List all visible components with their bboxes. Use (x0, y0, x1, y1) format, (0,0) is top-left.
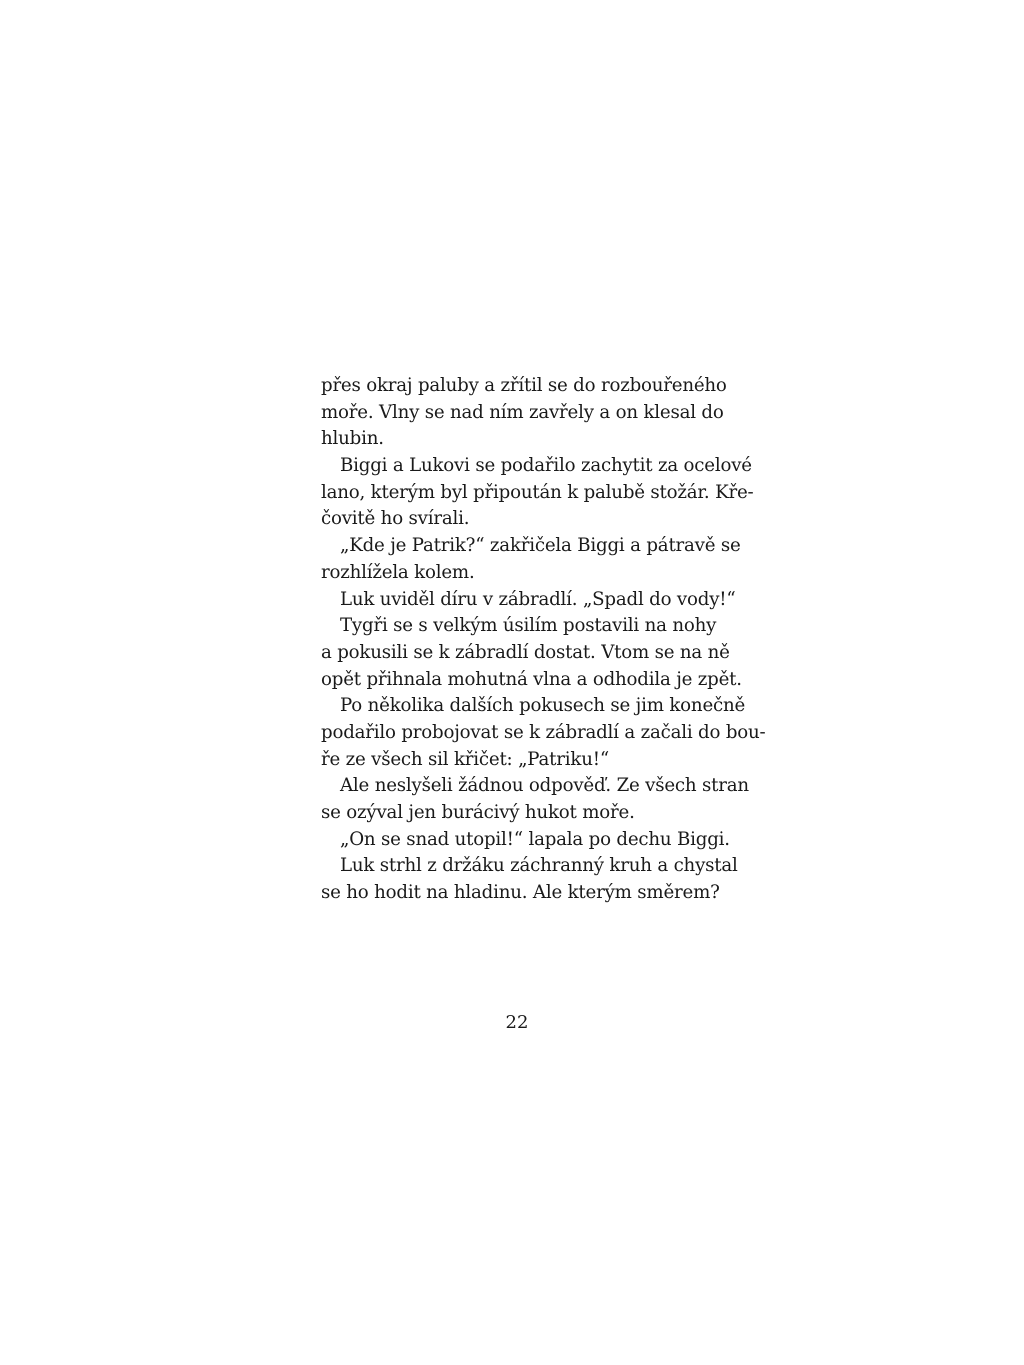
text-line: a pokusili se k zábradlí dostat. Vtom se na ně (321, 641, 730, 663)
text-line: Biggi a Lukovi se podařilo zachytit za ocelové (340, 455, 752, 477)
text-line: moře. Vlny se nad ním zavřely a on klesal do (321, 401, 724, 423)
text-line: opět přihnala mohutná vlna a odhodila je zpět. (321, 668, 742, 690)
text-line: čovitě ho svírali. (321, 508, 470, 530)
page-number: 22 (505, 1012, 529, 1033)
text-line: přes okraj paluby a zřítil se do rozbouřeného (321, 375, 727, 396)
text-line: lano, kterým byl připoután k palubě stožár. Kře- (321, 481, 754, 503)
paragraph (321, 853, 738, 906)
paragraph (321, 613, 742, 693)
text-line: rozhlížela kolem. (321, 561, 475, 583)
text-line: ře ze všech sil křičet: „Patriku!“ (321, 748, 609, 770)
text-line: „Kde je Patrik?“ zakřičela Biggi a pátravě se (340, 535, 741, 557)
paragraph (321, 827, 730, 854)
body-text (321, 373, 766, 907)
text-line: se ozýval jen burácivý hukot moře. (321, 802, 635, 823)
text-line: Ale neslyšeli žádnou odpověď. Ze všech stran (340, 775, 749, 797)
text-line: Tygři se s velkým úsilím postavili na nohy (340, 615, 717, 637)
text-line: Luk strhl z držáku záchranný kruh a chystal (340, 855, 738, 877)
text-line: „On se snad utopil!“ lapala po dechu Biggi. (340, 828, 730, 850)
paragraph (321, 533, 741, 586)
text-line: Luk uviděl díru v zábradlí. „Spadl do vody!“ (340, 588, 736, 610)
paragraph (321, 693, 766, 773)
text-line: Po několika dalších pokusech se jim konečně (340, 695, 746, 717)
text-line: se ho hodit na hladinu. Ale kterým směrem? (321, 882, 720, 904)
paragraph (321, 373, 727, 453)
text-line: podařilo probojovat se k zábradlí a začali do bou- (321, 721, 766, 743)
paragraph (321, 587, 736, 614)
paragraph (321, 453, 754, 533)
paragraph (321, 773, 749, 826)
text-line: hlubin. (321, 428, 384, 450)
